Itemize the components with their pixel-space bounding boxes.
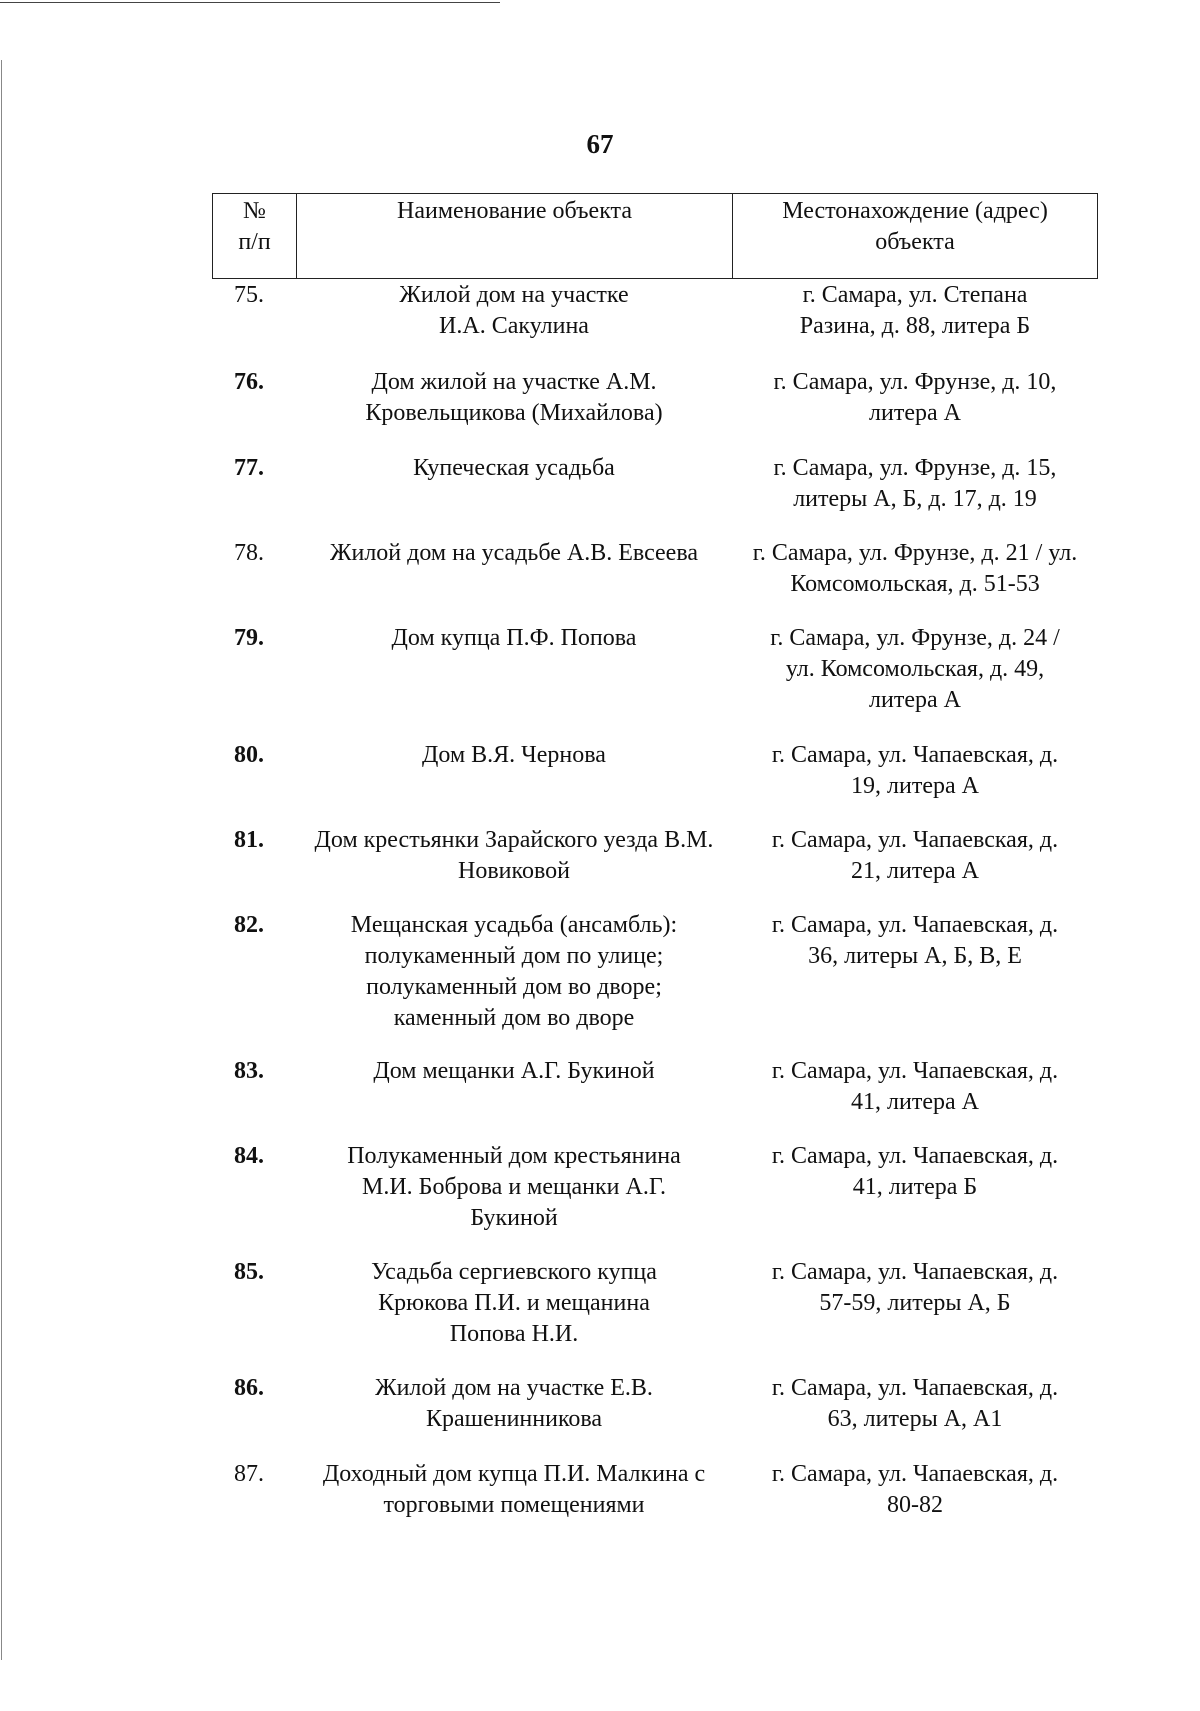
object-name-text: Жилой дом на участке Е.В. Крашенинникова <box>375 1375 653 1432</box>
row-number: 76. <box>234 369 264 395</box>
table-body <box>212 280 1098 1545</box>
row-number: 80. <box>234 742 264 768</box>
header-address-text: Местонахождение (адрес) объекта <box>782 198 1048 255</box>
object-address <box>732 1459 1098 1545</box>
row-number: 85. <box>234 1259 264 1285</box>
table-row <box>212 1257 1098 1373</box>
object-name <box>296 367 732 453</box>
header-name: Наименование объекта <box>297 194 733 278</box>
object-address <box>732 367 1098 453</box>
object-name: Жилой дом на усадьбе А.В. Евсеева <box>329 540 698 566</box>
object-address <box>732 910 1098 1056</box>
object-name <box>296 1141 732 1257</box>
object-address <box>732 1257 1098 1373</box>
object-address <box>732 538 1098 623</box>
scan-edge-top <box>0 2 500 3</box>
object-name: Дом мещанки А.Г. Букиной <box>373 1058 655 1084</box>
row-number: 81. <box>234 827 264 853</box>
object-name-text: Жилой дом на участке И.А. Сакулина <box>399 282 629 339</box>
header-address <box>733 194 1097 278</box>
scan-edge-left <box>1 60 2 1660</box>
header-number <box>213 194 297 278</box>
row-number: 79. <box>234 625 264 651</box>
object-address-text: г. Самара, ул. Чапаевская, д. 80-82 <box>771 1461 1059 1518</box>
table-row <box>212 538 1098 623</box>
header-number-text: № п/п <box>238 198 271 255</box>
table-header <box>212 193 1098 279</box>
row-number: 86. <box>234 1375 264 1401</box>
object-address <box>732 825 1098 910</box>
object-name: Дом В.Я. Чернова <box>422 742 606 768</box>
object-name: Дом купца П.Ф. Попова <box>391 625 637 651</box>
object-address-text: г. Самара, ул. Фрунзе, д. 10, литера А <box>773 369 1057 426</box>
object-address <box>732 1056 1098 1141</box>
object-address-text: г. Самара, ул. Чапаевская, д. 41, литера Б <box>771 1143 1059 1200</box>
table-row <box>212 453 1098 538</box>
object-address-text: г. Самара, ул. Фрунзе, д. 15, литеры А, Б, д. 17, д. 19 <box>773 455 1057 512</box>
object-name <box>296 1373 732 1459</box>
object-name-text: Полукаменный дом крестьянина М.И. Боброва и мещанки А.Г. Букиной <box>347 1143 681 1231</box>
object-address <box>732 623 1098 740</box>
table-row <box>212 367 1098 453</box>
row-number: 82. <box>234 912 264 938</box>
object-address-text: г. Самара, ул. Фрунзе, д. 24 / ул. Комсомольская, д. 49, литера А <box>770 625 1060 713</box>
object-name: Купеческая усадьба <box>413 455 615 481</box>
object-address-text: г. Самара, ул. Чапаевская, д. 57-59, литеры А, Б <box>771 1259 1059 1316</box>
object-address-text: г. Самара, ул. Чапаевская, д. 36, литеры А, Б, В, Е <box>771 912 1059 969</box>
table-row <box>212 623 1098 740</box>
row-number: 77. <box>234 455 264 481</box>
table-row <box>212 1459 1098 1545</box>
object-name-text: Усадьба сергиевского купца Крюкова П.И. и мещанина Попова Н.И. <box>371 1259 657 1347</box>
object-name <box>296 825 732 910</box>
table-row <box>212 740 1098 825</box>
page-number: 67 <box>586 129 614 159</box>
object-address-text: г. Самара, ул. Чапаевская, д. 19, литера А <box>771 742 1059 799</box>
object-name-text: Мещанская усадьба (ансамбль): полукаменный дом по улице; полукаменный дом во дворе; каменный дом во дворе <box>350 912 678 1031</box>
table-row <box>212 1141 1098 1257</box>
table-row <box>212 910 1098 1056</box>
object-address <box>732 740 1098 825</box>
object-name <box>296 280 732 367</box>
object-address <box>732 453 1098 538</box>
table-row <box>212 1373 1098 1459</box>
object-address <box>732 280 1098 367</box>
row-number: 84. <box>234 1143 264 1169</box>
object-address-text: г. Самара, ул. Фрунзе, д. 21 / ул. Комсомольская, д. 51-53 <box>752 540 1078 597</box>
object-address-text: г. Самара, ул. Чапаевская, д. 63, литеры А, А1 <box>771 1375 1059 1432</box>
object-address-text: г. Самара, ул. Чапаевская, д. 41, литера А <box>771 1058 1059 1115</box>
table-row <box>212 280 1098 367</box>
object-address-text: г. Самара, ул. Степана Разина, д. 88, литера Б <box>799 282 1031 339</box>
object-name <box>296 1257 732 1373</box>
object-address <box>732 1373 1098 1459</box>
row-number: 75. <box>234 282 264 308</box>
object-address <box>732 1141 1098 1257</box>
row-number: 83. <box>234 1058 264 1084</box>
object-name-text: Дом крестьянки Зарайского уезда В.М. Новиковой <box>314 827 714 884</box>
table-row <box>212 1056 1098 1141</box>
object-name-text: Доходный дом купца П.И. Малкина с торговыми помещениями <box>322 1461 706 1518</box>
object-name <box>296 910 732 1056</box>
object-name-text: Дом жилой на участке А.М. Кровельщикова (Михайлова) <box>365 369 663 426</box>
object-address-text: г. Самара, ул. Чапаевская, д. 21, литера А <box>771 827 1059 884</box>
row-number: 78. <box>234 540 264 566</box>
object-name <box>296 1459 732 1545</box>
row-number: 87. <box>234 1461 264 1487</box>
table-row <box>212 825 1098 910</box>
